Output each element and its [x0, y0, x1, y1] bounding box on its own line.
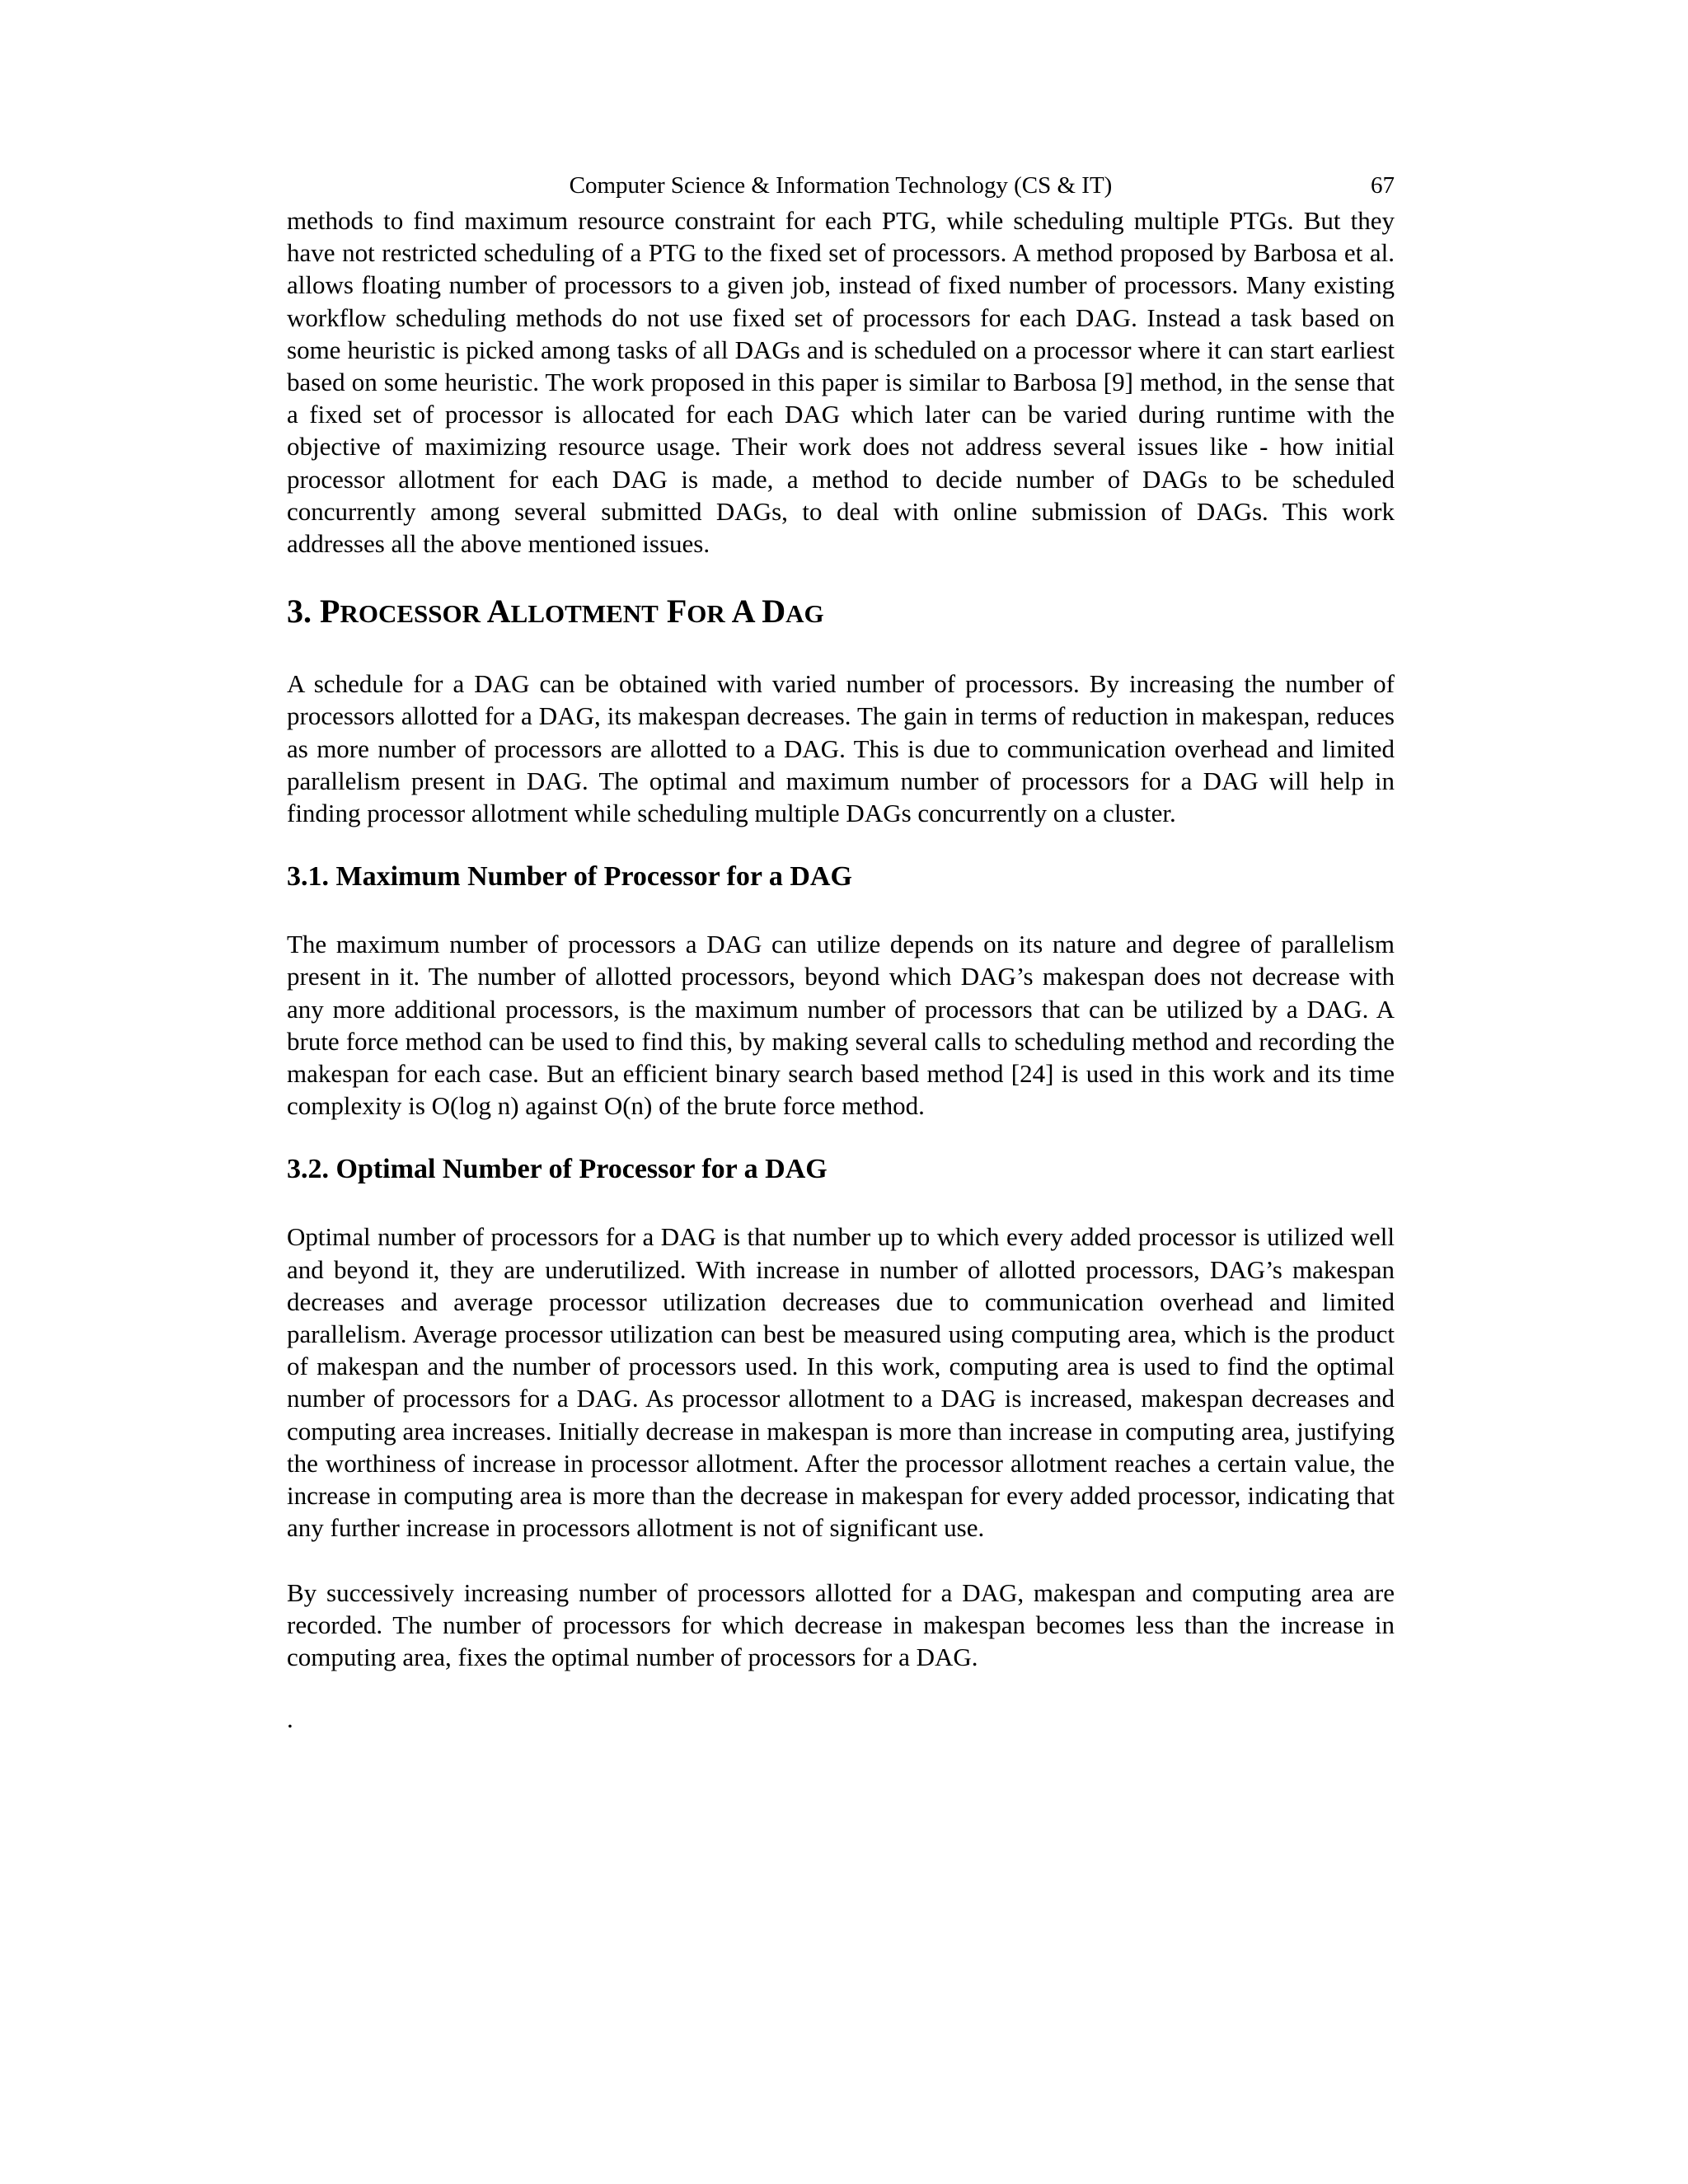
running-header [287, 168, 1395, 203]
section-3-paragraph: A schedule for a DAG can be obtained with varied number of processors. By increasing the number of processors allotted for a DAG, its makespan decreases. The gain in terms of reduction in makespan, reduces as more number of processors are allotted to a DAG. This is due to communication overhead and limited parallelism present in DAG. The optimal and maximum number of processors for a DAG will help in finding processor allotment while scheduling multiple DAGs concurrently on a cluster. [287, 669, 1395, 828]
intro-paragraph: methods to find maximum resource constraint for each PTG, while scheduling multiple PTGs. But they have not restricted scheduling of a PTG to the fixed set of processors. A method proposed by Barbosa et al. allows floating number of processors to a given job, instead of fixed number of processors. Many existing workflow scheduling methods do not use fixed set of processors for each DAG. Instead a task based on some heuristic is picked among tasks of all DAGs and is scheduled on a processor where it can start earliest based on some heuristic. The work proposed in this paper is similar to Barbosa [9] method, in the sense that a fixed set of processor is allocated for each DAG which later can be varied during runtime with the objective of maximizing resource usage. Their work does not address several issues like - how initial processor allotment for each DAG is made, a method to decide number of DAGs to be scheduled concurrently among several submitted DAGs, to deal with online submission of DAGs. This work addresses all the above mentioned issues. [287, 206, 1395, 559]
section-3-number: 3. [287, 593, 312, 630]
section-3-2-paragraph-2: By successively increasing number of processors allotted for a DAG, makespan and computing area are recorded. The number of processors for which decrease in makespan becomes less than the increase in computing area, fixes the optimal number of processors for a DAG. [287, 1577, 1395, 1671]
page-number: 67 [1371, 172, 1395, 199]
section-3-title: PROCESSOR ALLOTMENT FOR A DAG [320, 593, 824, 630]
section-3-2-paragraph-1: Optimal number of processors for a DAG is that number up to which every added processor is utilized well and beyond it, they are underutilized. With increase in number of allotted processors, DAG’s makespan decreases and average processor utilization decreases due to communication overhead and limited parallelism. Average processor utilization can best be measured using computing area, which is the product of makespan and the number of processors used. In this work, computing area is used to find the optimal number of processors for a DAG. As processor allotment to a DAG is increased, makespan decreases and computing area increases. Initially decrease in makespan is more than increase in computing area, justifying the worthiness of increase in processor allotment. After the processor allotment reaches a certain value, the increase in computing area is more than the decrease in makespan for every added processor, indicating that any further increase in processors allotment is not of significant use. [287, 1222, 1395, 1543]
trailing-period: . [287, 1704, 293, 1734]
section-3-1-paragraph: The maximum number of processors a DAG can utilize depends on its nature and degree of parallelism present in it. The number of allotted processors, beyond which DAG’s makespan does not decrease with any more additional processors, is the maximum number of processors that can be utilized by a DAG. A brute force method can be used to find this, by making several calls to scheduling method and recording the makespan for each case. But an efficient binary search based method [24] is used in this work and its time complexity is O(log n) against O(n) of the brute force method. [287, 930, 1395, 1121]
section-3-1-heading: 3.1. Maximum Number of Processor for a DAG [287, 861, 852, 893]
journal-title: Computer Science & Information Technology (CS & IT) [569, 172, 1113, 199]
section-3-heading [287, 591, 1395, 635]
section-3-2-heading: 3.2. Optimal Number of Processor for a DAG [287, 1154, 828, 1185]
paper-page [287, 168, 1395, 1735]
